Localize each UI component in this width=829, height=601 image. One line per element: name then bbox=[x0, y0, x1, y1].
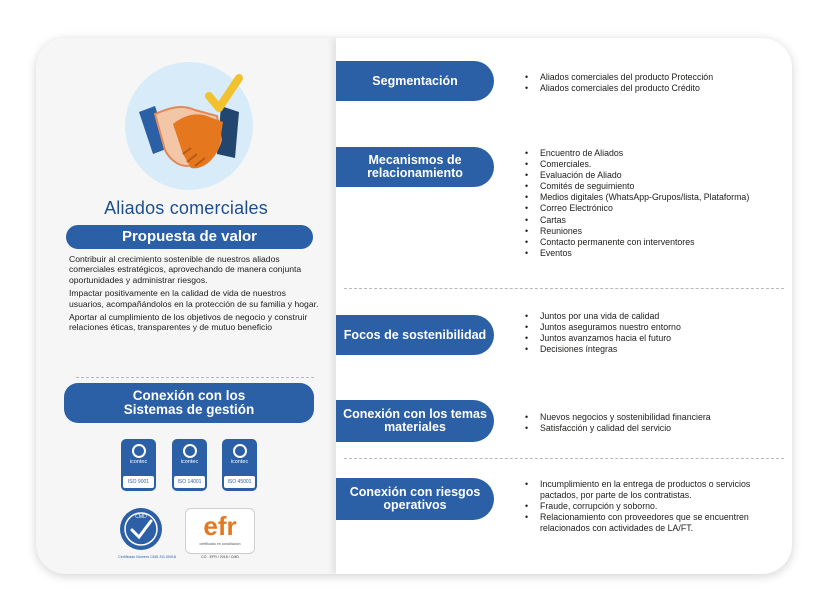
icontec-logo-icon bbox=[183, 444, 197, 458]
list-item: • Correo Electrónico bbox=[522, 203, 770, 214]
list-item: • Juntos por una vida de calidad bbox=[522, 311, 770, 322]
riesgos-list bbox=[522, 479, 770, 534]
management-systems-heading-line1: Conexión con los bbox=[132, 388, 246, 403]
list-item: • Decisiones íntegras bbox=[522, 344, 770, 355]
tab-segmentacion: Segmentación bbox=[336, 61, 494, 101]
svg-text:CMD: CMD bbox=[135, 514, 147, 520]
value-proposition-heading: Propuesta de valor bbox=[66, 225, 313, 249]
divider bbox=[76, 377, 314, 378]
cmd-certificate-caption: Certificado Número CMD-SG-00018 bbox=[118, 555, 176, 559]
value-paragraph: Contribuir al crecimiento sostenible de nuestros aliados comerciales estratégicos, aprovechando de manera conjunta oportunidades y administrar riesgos. bbox=[69, 254, 302, 285]
mecanismos-list bbox=[522, 148, 770, 259]
list-item: • Juntos avanzamos hacia el futuro bbox=[522, 333, 770, 344]
handshake-icon bbox=[125, 62, 253, 190]
list-item: • Aliados comerciales del producto Crédito bbox=[522, 83, 770, 94]
temas-list bbox=[522, 412, 770, 434]
badge-brand: icontec bbox=[180, 459, 199, 465]
list-item: • Eventos bbox=[522, 248, 770, 259]
cmd-seal-icon bbox=[118, 506, 164, 552]
value-paragraph: Aportar al cumplimiento de los objetivos de negocio y construir relaciones éticas, transparentes y de mutuo beneficio bbox=[69, 312, 308, 333]
list-item: • Relacionamiento con proveedores que se encuentren relacionados con actividades de LA/FT. bbox=[522, 512, 770, 534]
segmentacion-list bbox=[522, 72, 770, 94]
list-item: • Contacto permanente con interventores bbox=[522, 237, 770, 248]
badge-brand: icontec bbox=[129, 459, 148, 465]
management-systems-heading bbox=[64, 383, 314, 423]
list-item: • Comerciales. bbox=[522, 159, 770, 170]
list-item: • Cartas bbox=[522, 215, 770, 226]
page-title: Aliados comerciales bbox=[104, 198, 268, 218]
list-item: • Juntos aseguramos nuestro entorno bbox=[522, 322, 770, 333]
list-item: • Medios digitales (WhatsApp-Grupos/lista, Plataforma) bbox=[522, 192, 770, 203]
list-item: • Incumplimiento en la entrega de productos o servicios pactados, por parte de los contratistas. bbox=[522, 479, 770, 501]
divider bbox=[344, 458, 784, 459]
ally-card bbox=[36, 38, 792, 574]
badge-standard: ISO 45001 bbox=[224, 476, 255, 488]
efr-certificate-caption: CO - EFR / 2018 / CMD bbox=[201, 555, 239, 559]
tab-mecanismos: Mecanismos de relacionamiento bbox=[336, 147, 494, 187]
efr-logo-subtitle: certificado en conciliación bbox=[199, 542, 241, 546]
efr-logo bbox=[185, 508, 255, 554]
value-proposition-text bbox=[69, 254, 319, 336]
list-item: • Aliados comerciales del producto Protección bbox=[522, 72, 770, 83]
list-item: • Fraude, corrupción y soborno. bbox=[522, 501, 770, 512]
icontec-logo-icon bbox=[233, 444, 247, 458]
divider bbox=[344, 288, 784, 289]
left-panel bbox=[36, 38, 336, 574]
tab-temas-materiales: Conexión con los temas materiales bbox=[336, 400, 494, 442]
efr-logo-text: efr bbox=[203, 511, 237, 541]
focos-list bbox=[522, 311, 770, 355]
icontec-iso45001-badge bbox=[222, 439, 257, 491]
list-item: • Reuniones bbox=[522, 226, 770, 237]
badge-standard: ISO 9001 bbox=[123, 476, 154, 488]
badge-brand: icontec bbox=[230, 459, 249, 465]
list-item: • Nuevos negocios y sostenibilidad financiera bbox=[522, 412, 770, 423]
tab-focos: Focos de sostenibilidad bbox=[336, 315, 494, 355]
icontec-iso9001-badge bbox=[121, 439, 156, 491]
right-panel bbox=[336, 38, 792, 574]
list-item: • Satisfacción y calidad del servicio bbox=[522, 423, 770, 434]
management-systems-heading-line2: Sistemas de gestión bbox=[123, 402, 255, 417]
badge-standard: ISO 14001 bbox=[174, 476, 205, 488]
icontec-iso14001-badge bbox=[172, 439, 207, 491]
list-item: • Evaluación de Aliado bbox=[522, 170, 770, 181]
list-item: • Comités de seguimiento bbox=[522, 181, 770, 192]
list-item: • Encuentro de Aliados bbox=[522, 148, 770, 159]
tab-riesgos: Conexión con riesgos operativos bbox=[336, 478, 494, 520]
icontec-logo-icon bbox=[132, 444, 146, 458]
value-paragraph: Impactar positivamente en la calidad de vida de nuestros usuarios, acompañándolos en la protección de su familia y hogar. bbox=[69, 288, 319, 309]
